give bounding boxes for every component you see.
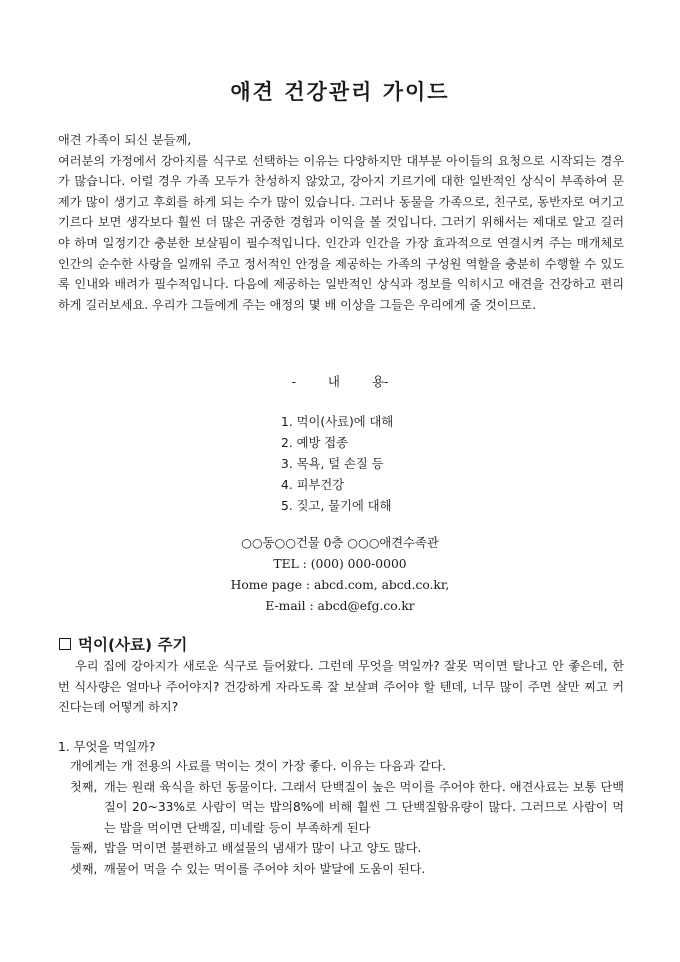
point-item [70,859,624,879]
toc-item: 2. 예방 접종 [281,436,349,450]
toc-item: 1. 먹이(사료)에 대해 [281,415,394,429]
sub-heading: 1. 무엇을 먹일까? [58,740,156,754]
contact-block [0,533,680,617]
point-label: 둘째, [70,841,98,856]
point-label: 셋째, [70,861,98,876]
answer-intro: 개에게는 개 전용의 사료를 먹이는 것이 가장 좋다. 이유는 다음과 같다. [70,759,447,773]
point-label: 첫째, [70,780,98,794]
point-item [70,777,624,838]
point-text: 깨물어 먹을 수 있는 먹이를 주어야 치아 발달에 도움이 된다. [104,861,426,876]
page-title: 애견 건강관리 가이드 [230,80,450,104]
toc-item: 4. 피부건강 [281,478,345,492]
section-intro: 우리 집에 강아지가 새로운 식구로 들어왔다. 그런데 무엇을 먹일까? 잘못 먹이면 탈나고 안 좋은데, 한번 식사량은 얼마나 주어야지? 건강하게 자라도록 잘 보살펴 주어야 할 텐데, 너무 많이 주면 살만 찌고 커진다는데 어떻게 하지? [58,659,624,715]
contact-tel: TEL : (000) 000-0000 [273,557,407,571]
section-heading-label: 먹이(사료) 주기 [78,636,188,654]
contact-address: ○○동○○건물 0층 ○○○애견수족관 [241,536,439,550]
point-text: 개는 원래 육식을 하던 동물이다. 그래서 단백질이 높은 먹이를 주어야 한다. 애견사료는 보통 단백질이 20~33%로 사람이 먹는 밥의8%에 비해 훨씬 그 단백질함유량이 많다. 그러므로 사람이 먹는 밥을 먹이면 단백질, 미네랄 등이 부족하게 된다 [104,780,624,835]
toc-item: 5. 짖고, 물기에 대해 [281,499,392,513]
section-heading [59,633,187,655]
toc-item: 3. 목욕, 털 손질 등 [281,457,384,471]
point-text: 밥을 먹이면 불편하고 배설물의 냄새가 많이 나고 양도 많다. [104,841,422,856]
intro-body: 여러분의 가정에서 강아지를 식구로 선택하는 이유는 다양하지만 대부분 아이들의 요청으로 시작되는 경우가 많습니다. 이럴 경우 가족 모두가 찬성하지 않았고, 강아지 기르기에 대한 일반적인 상식이 부족하여 문제가 많이 생기고 후회를 하게 되는 수가 많이 있습니다. 그러나 동물을 가족으로, 친구로, 동반자로 여기고 기르다 보면 생각보다 훨씬 더 많은 귀중한 경험과 이익을 볼 것입니다. 그러기 위해서는 제대로 알고 길러야 하며 일정기간 충분한 보살핌이 필수적입니다. 인간과 인간을 가장 효과적으로 연결시켜 주는 매개체로 인간의 순수한 사랑을 일깨워 주고 정서적인 안정을 제공하는 가족의 구성원 역할을 충분히 수행할 수 있도록 인내와 배려가 필수적입니다. 다음에 제공하는 일반적인 상식과 정보를 익히시고 애견을 건강하고 편리하게 길러보세요. 우리가 그들에게 주는 애정의 몇 배 이상을 그들은 우리에게 줄 것이므로. [58,153,624,312]
toc-heading: - 내 용- [291,374,389,389]
intro-greeting: 애견 가족이 되신 분들께, [58,133,192,147]
contact-homepage: Home page : abcd.com, abcd.co.kr, [230,578,450,592]
toc-list [281,412,393,517]
intro-letter [58,130,624,315]
checkbox-icon [59,638,71,650]
points-list [70,777,624,879]
point-item [70,838,624,858]
contact-email: E-mail : abcd@efg.co.kr [265,599,415,613]
